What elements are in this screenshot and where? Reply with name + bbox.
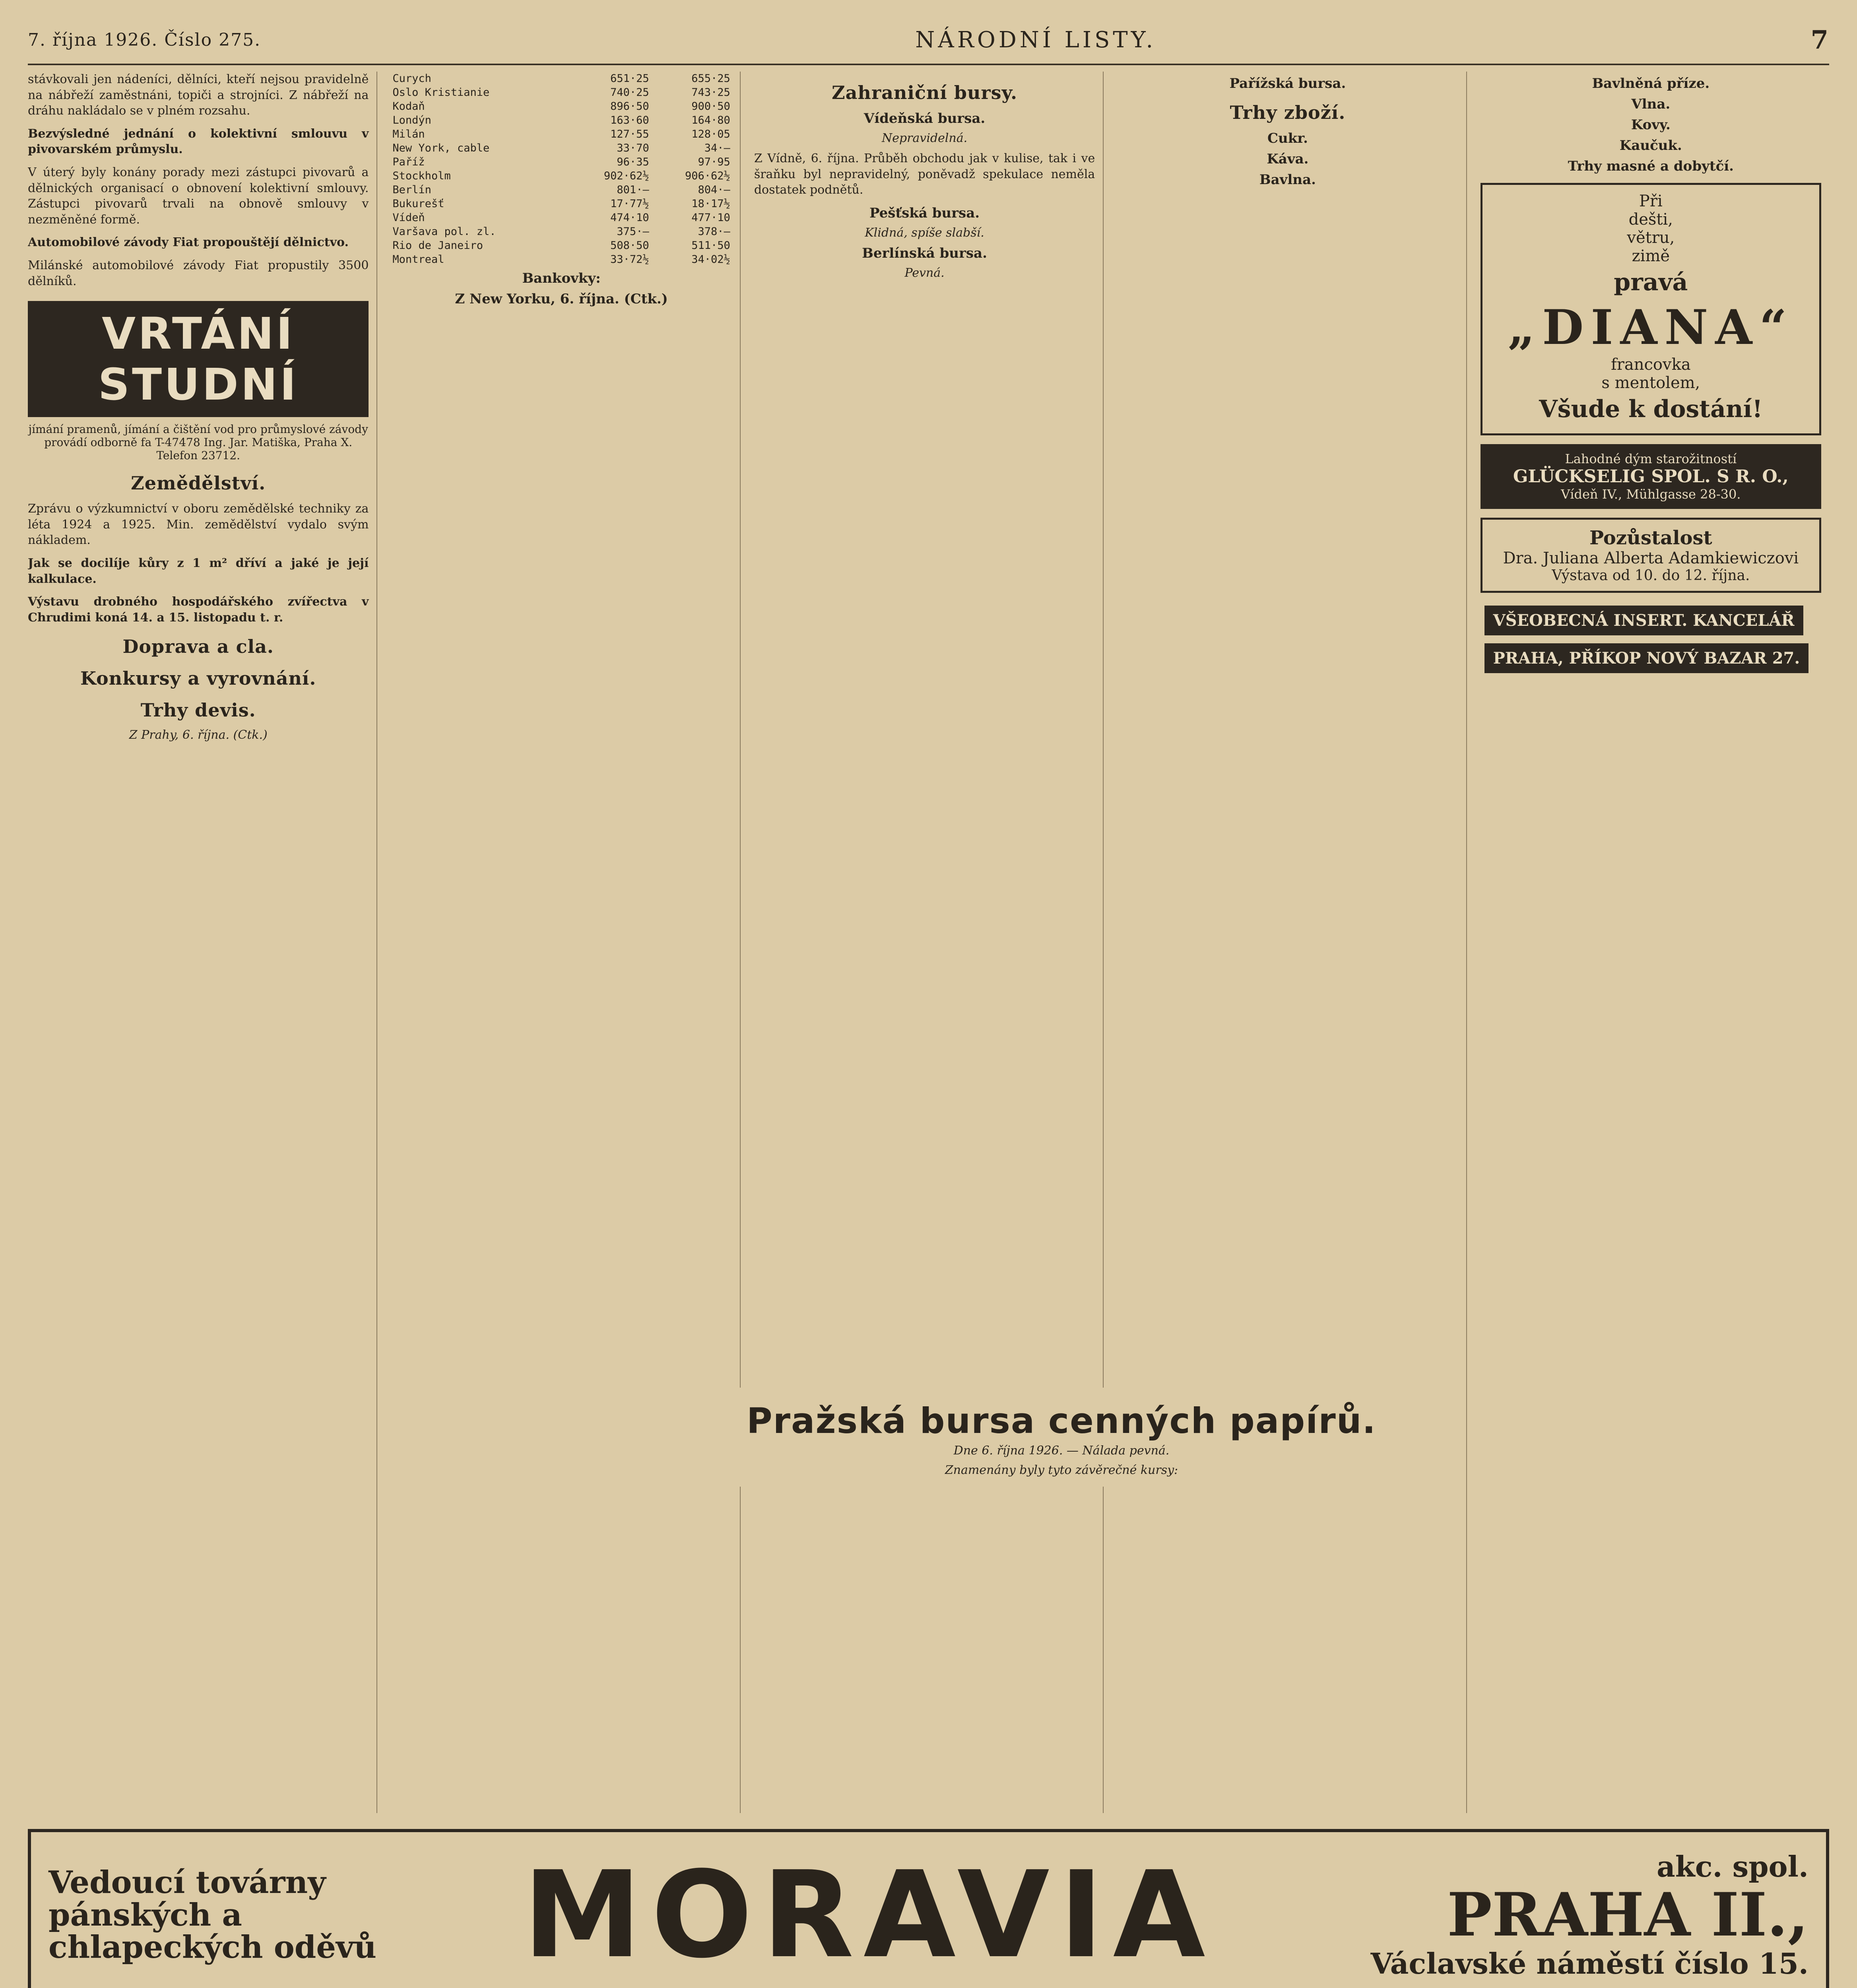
currency-rate: 740·25	[610, 86, 649, 99]
column-1	[28, 72, 377, 1813]
vrtani-studni-ad: VRTÁNÍ STUDNÍ	[28, 301, 369, 417]
diana-top-4: zimě	[1632, 247, 1670, 265]
foreign-heading: Z New Yorku, 6. října. (Ctk.)	[455, 291, 668, 307]
currency-row	[391, 225, 732, 239]
glue-address: Vídeň IV., Mühlgasse 28-30.	[1561, 487, 1741, 502]
currency-table	[391, 72, 732, 266]
currency-rate: 743·25	[691, 86, 730, 99]
masthead	[28, 16, 1829, 65]
brewers-heading: Bezvýsledné jednání o kolektivní smlouvu v pivovarském průmyslu.	[28, 126, 369, 157]
currency-name: Kodaň	[392, 100, 425, 113]
fiat-heading: Automobilové závody Fiat propouštějí dělnictvo.	[28, 235, 349, 250]
currency-rate: 474·10	[610, 212, 649, 224]
banknotes-heading: Bankovky:	[522, 270, 601, 286]
currency-rate: 34·02½	[691, 253, 730, 266]
sugar-heading: Cukr.	[1267, 130, 1308, 146]
currency-rate: 33·70	[617, 142, 649, 154]
column-4	[1117, 72, 1467, 1813]
currency-rate: 97·95	[698, 156, 730, 168]
currency-rate: 804·—	[698, 184, 730, 196]
currency-name: Vídeň	[392, 212, 425, 224]
berlin-heading: Berlínská bursa.	[862, 245, 987, 261]
currency-name: Oslo Kristianie	[392, 86, 490, 99]
vienna-sub: Nepravidelná.	[881, 131, 968, 145]
currency-rate: 18·17½	[691, 198, 730, 210]
column-3	[754, 72, 1104, 1813]
currency-rate: 378·—	[698, 225, 730, 238]
vienna-heading: Vídeňská bursa.	[863, 111, 986, 126]
currency-row	[391, 127, 732, 141]
currency-row	[391, 99, 732, 113]
currency-name: Stockholm	[392, 170, 451, 182]
currency-name: Londýn	[392, 114, 431, 126]
konkurs-heading: Konkursy a vyrovnání.	[80, 668, 316, 689]
estate-dates: Výstava od 10. do 12. října.	[1552, 567, 1750, 584]
goods-heading: Trhy zboží.	[1230, 102, 1346, 123]
currency-row	[391, 239, 732, 252]
currency-rate: 902·62½	[603, 170, 649, 182]
currency-rate: 655·25	[691, 72, 730, 85]
glue-name: GLÜCKSELIG SPOL. S R. O.,	[1513, 466, 1789, 487]
paper-title: NÁRODNÍ LISTY.	[915, 27, 1157, 53]
glue-line: Lahodné dým starožitností	[1565, 451, 1737, 466]
currency-name: Curych	[392, 72, 431, 85]
lead-paragraph: stávkovali jen nádeníci, dělníci, kteří nejsou pravidelně na nábřeží zaměstnáni, topiči a strojníci. Z nábřeží na dráhu nakládalo se v plném rozsahu.	[28, 72, 369, 118]
currency-name: Bukurešť	[392, 198, 444, 210]
currency-rate: 128·05	[691, 128, 730, 140]
currency-rate: 33·72½	[610, 253, 649, 266]
moravia-ad	[28, 1829, 1829, 1988]
currency-rate: 508·50	[610, 239, 649, 252]
cork-heading: Jak se docilíje kůry z 1 m² dříví a jaké je její kalkulace.	[28, 556, 369, 586]
estate-title: Pozůstalost	[1589, 527, 1712, 549]
currency-name: New York, cable	[392, 142, 490, 154]
currency-row	[391, 72, 732, 85]
moravia-right-top: akc. spol.	[1657, 1849, 1808, 1883]
prague-bourse-title: Pražská bursa cenných papírů.	[747, 1400, 1376, 1441]
currency-rate: 900·50	[691, 100, 730, 113]
coffee-heading: Káva.	[1267, 151, 1309, 167]
paris-heading: Pařížská bursa.	[1229, 76, 1346, 91]
diana-line-1: francovka	[1611, 355, 1691, 374]
currency-rate: 477·10	[691, 212, 730, 224]
moravia-right	[1292, 1851, 1808, 1979]
currency-row	[391, 252, 732, 266]
diana-pre: pravá	[1614, 268, 1688, 296]
currency-name: Rio de Janeiro	[392, 239, 483, 252]
diana-foot: Všude k dostání!	[1539, 395, 1763, 423]
currency-rate: 651·25	[610, 72, 649, 85]
issue-date: 7. října 1926. Číslo 275.	[28, 29, 261, 50]
foreign-bourses-heading: Zahraniční bursy.	[832, 82, 1017, 103]
estate-ad	[1481, 518, 1821, 593]
currency-row	[391, 169, 732, 183]
page-number: 7	[1810, 25, 1829, 55]
diana-wordmark: „DIANA“	[1508, 299, 1794, 355]
currency-name: Paříž	[392, 156, 425, 168]
column-2	[391, 72, 740, 1813]
meat-heading: Trhy masné a dobytčí.	[1568, 158, 1734, 174]
currency-row	[391, 197, 732, 211]
brewers-text: V úterý byly konány porady mezi zástupci pivovarů a dělnických organisací o obnovení kolektivní smlouvy. Zástupci pivovarů trvali na obnově smlouvy v nezměněné formě.	[28, 165, 369, 227]
agriculture-heading: Zemědělství.	[131, 472, 266, 494]
moravia-left: Vedoucí továrny pánských a chlapeckých oděvů	[49, 1864, 376, 1966]
vienna-text: Z Vídně, 6. října. Průběh obchodu jak v kulise, tak i ve šraňku byl nepravidelný, poněvadž spekulace neměla dostatek podnětů.	[754, 151, 1095, 197]
transport-heading: Doprava a cla.	[122, 636, 274, 658]
currency-rate: 34·—	[704, 142, 730, 154]
currency-rate: 164·80	[691, 114, 730, 126]
cotton-heading: Bavlna.	[1259, 172, 1316, 188]
prague-bourse-sub: Dne 6. října 1926. — Nálada pevná.	[953, 1444, 1170, 1458]
badge-group	[1481, 602, 1821, 677]
currency-name: Milán	[392, 128, 425, 140]
devis-heading: Trhy devis.	[140, 699, 256, 721]
vrtani-ad-text: jímání pramenů, jímání a čištění vod pro průmyslové závody provádí odborně fa T-47478 Ing. Jar. Matiška, Praha X. Telefon 23712.	[28, 423, 368, 462]
prague-bourse-sub-2: Znamenány byly tyto závěrečné kursy:	[945, 1463, 1178, 1477]
currency-name: Montreal	[392, 253, 444, 266]
moravia-city: PRAHA II.,	[1447, 1880, 1808, 1950]
currency-rate: 375·—	[617, 225, 649, 238]
currency-row	[391, 141, 732, 155]
currency-name: Berlín	[392, 184, 431, 196]
currency-rate: 906·62½	[685, 170, 730, 182]
currency-row	[391, 155, 732, 169]
prague-bourse-header	[704, 1388, 1419, 1487]
currency-rate: 163·60	[610, 114, 649, 126]
diana-top-3: větru,	[1627, 229, 1675, 247]
currency-row	[391, 183, 732, 197]
currency-rate: 127·55	[610, 128, 649, 140]
agriculture-text: Zprávu o výzkumnictví v oboru zemědělské techniky za léta 1924 a 1925. Min. zemědělství vydalo svým nákladem.	[28, 502, 369, 547]
currency-rate: 17·77½	[610, 198, 649, 210]
fiat-text: Milánské automobilové závody Fiat propustily 3500 dělníků.	[28, 258, 369, 288]
currency-row	[391, 85, 732, 99]
currency-rate: 896·50	[610, 100, 649, 113]
article-columns	[28, 72, 1829, 1813]
prikop-badge: PRAHA, PŘÍKOP NOVÝ BAZAR 27.	[1484, 643, 1809, 673]
moravia-address: Václavské náměstí číslo 15.	[1370, 1947, 1808, 1980]
berlin-sub: Pevná.	[904, 266, 945, 280]
pest-heading: Pešťská bursa.	[869, 205, 980, 221]
metals-heading: Kovy.	[1631, 117, 1671, 133]
column-5	[1481, 72, 1829, 1813]
pest-sub: Klidná, spíše slabší.	[865, 225, 984, 240]
diana-ad	[1481, 183, 1821, 435]
rubber-heading: Kaučuk.	[1619, 138, 1682, 153]
currency-rate: 801·—	[617, 184, 649, 196]
diana-line-2: s mentolem,	[1601, 374, 1700, 392]
estate-name: Dra. Juliana Alberta Adamkiewiczovi	[1503, 549, 1799, 567]
moravia-logo: MORAVIA	[523, 1846, 1215, 1984]
currency-name: Varšava pol. zl.	[392, 225, 496, 238]
currency-row	[391, 113, 732, 127]
exhibition-heading: Výstavu drobného hospodářského zvířectva v Chrudimi koná 14. a 15. listopadu t. r.	[28, 595, 369, 625]
yarn-heading: Bavlněná příze.	[1592, 76, 1710, 91]
insert-office-badge: VŠEOBECNÁ INSERT. KANCELÁŘ	[1484, 606, 1803, 635]
moravia-head	[49, 1846, 1808, 1984]
currency-rate: 511·50	[691, 239, 730, 252]
devis-sub: Z Prahy, 6. října. (Ctk.)	[129, 728, 268, 742]
currency-row	[391, 211, 732, 225]
glueckselig-ad	[1481, 444, 1821, 509]
wool-heading: Vlna.	[1631, 96, 1671, 112]
diana-top-2: dešti,	[1628, 210, 1673, 229]
currency-rate: 96·35	[617, 156, 649, 168]
diana-top-1: Při	[1639, 192, 1663, 210]
